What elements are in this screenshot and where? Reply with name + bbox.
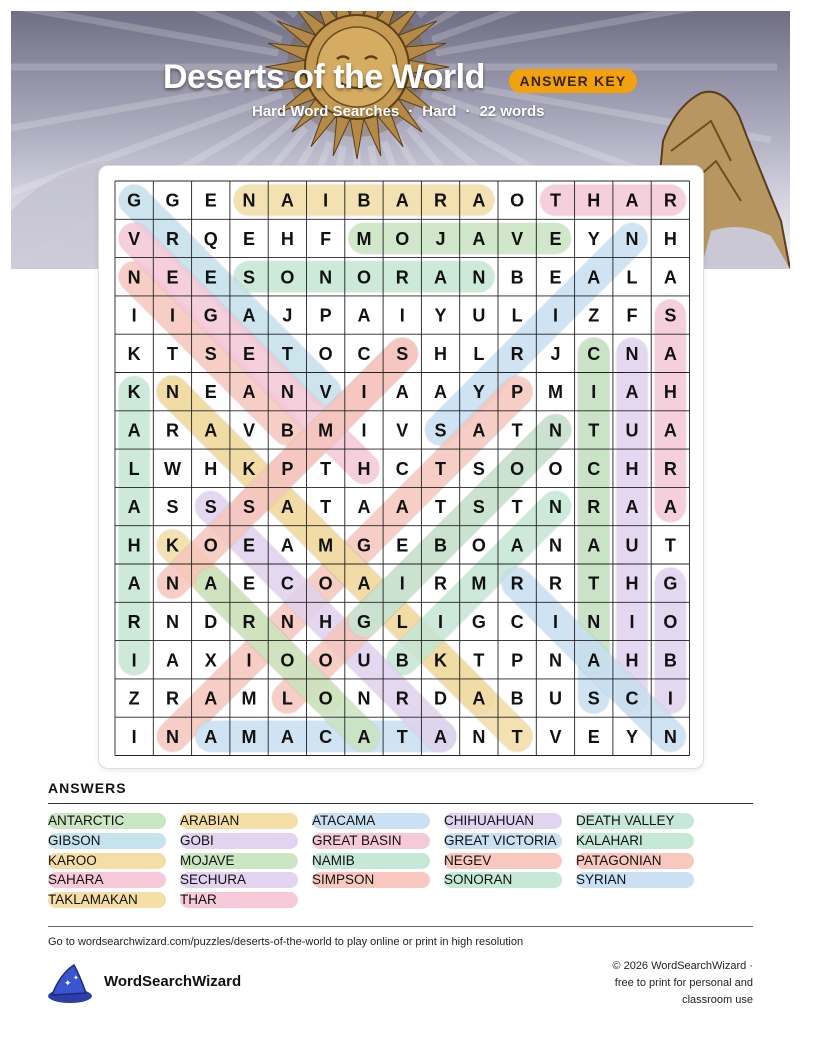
grid-letter[interactable]: Y xyxy=(587,228,600,249)
grid-letter[interactable]: R xyxy=(127,611,141,632)
grid-letter[interactable]: S xyxy=(204,497,217,518)
grid-letter[interactable]: N xyxy=(280,611,294,632)
grid-letter[interactable]: F xyxy=(320,228,332,249)
grid-letter[interactable]: A xyxy=(204,573,218,594)
grid-letter[interactable]: O xyxy=(395,228,410,249)
grid-letter[interactable]: A xyxy=(587,535,601,556)
grid-letter[interactable]: U xyxy=(472,305,486,326)
grid-letter[interactable]: A xyxy=(587,650,601,671)
grid-letter[interactable]: Y xyxy=(626,726,639,747)
grid-letter[interactable]: V xyxy=(511,228,524,249)
grid-letter[interactable]: K xyxy=(434,650,448,671)
grid-letter[interactable]: U xyxy=(625,535,639,556)
wizard-hat-icon xyxy=(46,962,96,1006)
grid-letter[interactable]: A xyxy=(242,305,256,326)
grid-letter[interactable]: A xyxy=(280,190,294,211)
grid-letter[interactable]: R xyxy=(663,458,677,479)
grid-letter[interactable]: S xyxy=(434,420,447,441)
grid-letter[interactable]: T xyxy=(396,726,408,747)
grid-letter[interactable]: H xyxy=(625,458,639,479)
grid-letter[interactable]: N xyxy=(472,726,486,747)
grid-letter[interactable]: O xyxy=(510,458,525,479)
grid-letter[interactable]: I xyxy=(438,611,444,632)
grid-letter[interactable]: R xyxy=(395,267,409,288)
grid-letter[interactable]: P xyxy=(281,458,294,479)
grid-letter[interactable]: D xyxy=(204,611,218,632)
grid-letter[interactable]: E xyxy=(243,343,256,364)
answer-word: GIBSON xyxy=(48,833,166,849)
grid-letter[interactable]: U xyxy=(625,420,639,441)
answer-word: NAMIB xyxy=(312,853,430,869)
grid-letter[interactable]: S xyxy=(472,458,485,479)
grid-letter[interactable]: A xyxy=(357,305,371,326)
grid-letter[interactable]: E xyxy=(204,190,217,211)
grid-letter[interactable]: A xyxy=(472,420,486,441)
answer-word: ATACAMA xyxy=(312,813,430,829)
grid-letter[interactable]: V xyxy=(319,382,332,403)
grid-letter[interactable]: B xyxy=(510,267,524,288)
grid-letter[interactable]: I xyxy=(591,382,597,403)
grid-letter[interactable]: N xyxy=(625,343,639,364)
grid-letter[interactable]: M xyxy=(241,726,257,747)
grid-letter[interactable]: T xyxy=(511,726,523,747)
grid-letter[interactable]: C xyxy=(510,611,524,632)
grid-letter[interactable]: I xyxy=(131,305,137,326)
grid-letter[interactable]: H xyxy=(625,650,639,671)
answer-word: SIMPSON xyxy=(312,872,430,888)
grid-letter[interactable]: E xyxy=(396,535,409,556)
grid-letter[interactable]: A xyxy=(472,228,486,249)
grid-letter[interactable]: T xyxy=(320,458,332,479)
grid-letter[interactable]: K xyxy=(127,343,141,364)
grid-letter[interactable]: T xyxy=(549,190,561,211)
grid-letter[interactable]: O xyxy=(510,190,525,211)
grid-letter[interactable]: I xyxy=(552,305,558,326)
grid-letter[interactable]: L xyxy=(626,267,638,288)
grid-letter[interactable]: W xyxy=(163,458,181,479)
grid-letter[interactable]: R xyxy=(165,228,179,249)
grid-letter[interactable]: K xyxy=(165,535,179,556)
grid-letter[interactable]: A xyxy=(625,382,639,403)
grid-letter[interactable]: R xyxy=(587,497,601,518)
grid-letter[interactable]: H xyxy=(319,611,333,632)
answer-word: MOJAVE xyxy=(180,853,298,869)
grid-letter[interactable]: U xyxy=(357,650,371,671)
grid-letter[interactable]: O xyxy=(280,267,295,288)
copyright-notice: © 2026 WordSearchWizard · free to print for personal and classroom use xyxy=(612,960,753,1006)
grid-letter[interactable]: L xyxy=(281,688,293,709)
answer-word: GREAT VICTORIA xyxy=(444,833,562,849)
grid-letter[interactable]: I xyxy=(667,688,673,709)
grid-letter[interactable]: H xyxy=(127,535,141,556)
grid-letter[interactable]: A xyxy=(280,497,294,518)
grid-letter[interactable]: R xyxy=(548,573,562,594)
grid-letter[interactable]: E xyxy=(243,228,256,249)
puzzle-meta: Hard Word Searches · Hard · 22 words xyxy=(252,103,545,120)
svg-text:✦: ✦ xyxy=(64,979,72,989)
grid-letter[interactable]: A xyxy=(587,267,601,288)
category-label: Hard Word Searches xyxy=(252,103,400,120)
grid-letter[interactable]: A xyxy=(510,535,524,556)
grid-letter[interactable]: G xyxy=(356,611,371,632)
grid-letter[interactable]: M xyxy=(241,688,257,709)
grid-letter[interactable]: I xyxy=(323,190,329,211)
grid-letter[interactable]: T xyxy=(588,573,600,594)
grid-letter[interactable]: I xyxy=(169,305,175,326)
grid-letter[interactable]: H xyxy=(587,190,601,211)
grid-letter[interactable]: P xyxy=(511,382,524,403)
answer-word: KAROO xyxy=(48,853,166,869)
grid-letter[interactable]: J xyxy=(282,305,293,326)
grid-letter[interactable]: A xyxy=(204,420,218,441)
grid-letter[interactable]: V xyxy=(243,420,256,441)
grid-letter[interactable]: R xyxy=(165,688,179,709)
grid-letter[interactable]: T xyxy=(281,343,293,364)
grid-letter[interactable]: X xyxy=(204,650,217,671)
grid-letter[interactable]: H xyxy=(663,382,677,403)
grid-letter[interactable]: R xyxy=(510,573,524,594)
grid-letter[interactable]: H xyxy=(625,573,639,594)
grid-letter[interactable]: G xyxy=(165,190,180,211)
grid-letter[interactable]: I xyxy=(131,650,137,671)
grid-letter[interactable]: S xyxy=(243,267,256,288)
answer-word: SONORAN xyxy=(444,872,562,888)
grid-letter[interactable]: N xyxy=(280,382,294,403)
grid-letter[interactable]: T xyxy=(588,420,600,441)
grid-letter[interactable]: E xyxy=(166,267,179,288)
brand-name: WordSearchWizard xyxy=(104,973,242,990)
grid-letter[interactable]: U xyxy=(548,688,562,709)
grid-letter[interactable]: A xyxy=(165,650,179,671)
answer-word: SYRIAN xyxy=(576,872,694,888)
grid-letter[interactable]: S xyxy=(396,343,409,364)
answer-word: ANTARCTIC xyxy=(48,813,166,829)
grid-letter[interactable]: C xyxy=(587,458,601,479)
difficulty-label: Hard xyxy=(422,103,457,120)
grid-letter[interactable]: O xyxy=(318,573,333,594)
grid-letter[interactable]: T xyxy=(511,497,523,518)
grid-letter[interactable]: G xyxy=(471,611,486,632)
grid-letter[interactable]: D xyxy=(434,688,448,709)
word-count-label: 22 words xyxy=(479,103,545,120)
grid-letter[interactable]: I xyxy=(399,305,405,326)
grid-letter[interactable]: T xyxy=(320,497,332,518)
grid-letter[interactable]: Z xyxy=(128,688,140,709)
grid-letter[interactable]: I xyxy=(361,420,367,441)
grid-letter[interactable]: T xyxy=(166,343,178,364)
grid-letter[interactable]: R xyxy=(165,420,179,441)
grid-letter[interactable]: O xyxy=(663,611,678,632)
grid-letter[interactable]: N xyxy=(357,688,371,709)
grid-letter[interactable]: N xyxy=(548,650,562,671)
grid-letter[interactable]: O xyxy=(280,650,295,671)
grid-letter[interactable]: A xyxy=(663,267,677,288)
answer-word: KALAHARI xyxy=(576,833,694,849)
grid-letter[interactable]: N xyxy=(548,535,562,556)
grid-letter[interactable]: S xyxy=(587,688,600,709)
grid-letter[interactable]: H xyxy=(434,343,448,364)
grid-letter[interactable]: E xyxy=(549,228,562,249)
grid-letter[interactable]: T xyxy=(511,420,523,441)
grid-letter[interactable]: A xyxy=(434,382,448,403)
grid-letter[interactable]: Y xyxy=(472,382,485,403)
answer-word: TAKLAMAKAN xyxy=(48,892,166,908)
answer-word: PATAGONIAN xyxy=(576,853,694,869)
grid-letter[interactable]: H xyxy=(280,228,294,249)
grid-letter[interactable]: N xyxy=(625,228,639,249)
grid-letter[interactable]: H xyxy=(357,458,371,479)
grid-letter[interactable]: N xyxy=(165,611,179,632)
grid-letter[interactable]: L xyxy=(473,343,485,364)
grid-letter[interactable]: L xyxy=(128,458,140,479)
grid-letter[interactable]: B xyxy=(357,190,371,211)
grid-letter[interactable]: R xyxy=(663,190,677,211)
grid-letter[interactable]: L xyxy=(396,611,408,632)
grid-letter[interactable]: A xyxy=(472,688,486,709)
grid-letter[interactable]: A xyxy=(625,190,639,211)
grid-letter[interactable]: A xyxy=(472,190,486,211)
grid-letter[interactable]: A xyxy=(357,573,371,594)
grid-letter[interactable]: C xyxy=(319,726,333,747)
grid-letter[interactable]: N xyxy=(472,267,486,288)
grid-letter[interactable]: N xyxy=(242,190,256,211)
grid-letter[interactable]: B xyxy=(434,535,448,556)
grid-letter[interactable]: C xyxy=(280,573,294,594)
grid-letter[interactable]: M xyxy=(318,535,334,556)
grid-letter[interactable]: V xyxy=(128,228,141,249)
answer-word: SAHARA xyxy=(48,872,166,888)
grid-letter[interactable]: R xyxy=(242,611,256,632)
grid-letter[interactable]: C xyxy=(357,343,371,364)
grid-letter[interactable]: O xyxy=(318,688,333,709)
grid-letter[interactable]: C xyxy=(625,688,639,709)
answer-word: DEATH VALLEY xyxy=(576,813,694,829)
grid-letter[interactable]: A xyxy=(127,573,141,594)
grid-letter[interactable]: R xyxy=(434,190,448,211)
grid-letter[interactable]: A xyxy=(395,382,409,403)
grid-letter[interactable]: I xyxy=(361,382,367,403)
grid-letter[interactable]: H xyxy=(204,458,218,479)
grid-letter[interactable]: N xyxy=(127,267,141,288)
grid-letter[interactable]: V xyxy=(549,726,562,747)
grid-letter[interactable]: J xyxy=(550,343,561,364)
grid-letter[interactable]: A xyxy=(280,535,294,556)
grid-letter[interactable]: A xyxy=(663,343,677,364)
grid-letter[interactable]: A xyxy=(127,497,141,518)
grid-letter[interactable]: A xyxy=(357,497,371,518)
brand-logo[interactable] xyxy=(46,962,266,1006)
grid-letter[interactable]: M xyxy=(318,420,334,441)
puzzle-grid-card xyxy=(98,165,704,769)
grid-letter[interactable]: T xyxy=(435,497,447,518)
grid-letter[interactable]: A xyxy=(357,726,371,747)
grid-letter[interactable]: O xyxy=(203,535,218,556)
grid-letter[interactable]: C xyxy=(395,458,409,479)
grid-letter[interactable]: T xyxy=(435,458,447,479)
grid-letter[interactable]: A xyxy=(280,726,294,747)
grid-letter[interactable]: C xyxy=(587,343,601,364)
grid-letter[interactable]: B xyxy=(280,420,294,441)
grid-letter[interactable]: N xyxy=(165,573,179,594)
word-search-grid[interactable] xyxy=(99,166,703,768)
grid-letter[interactable]: E xyxy=(204,267,217,288)
grid-letter[interactable]: Y xyxy=(434,305,447,326)
grid-letter[interactable]: O xyxy=(471,535,486,556)
answer-word: THAR xyxy=(180,892,298,908)
grid-letter[interactable]: I xyxy=(552,611,558,632)
answer-word: GREAT BASIN xyxy=(312,833,430,849)
grid-letter[interactable]: F xyxy=(626,305,638,326)
grid-letter[interactable]: O xyxy=(548,458,563,479)
grid-letter[interactable]: N xyxy=(548,497,562,518)
grid-letter[interactable]: E xyxy=(243,535,256,556)
grid-letter[interactable]: V xyxy=(396,420,409,441)
grid-letter[interactable]: A xyxy=(434,267,448,288)
grid-letter[interactable]: N xyxy=(663,726,677,747)
grid-letter[interactable]: A xyxy=(204,688,218,709)
grid-letter[interactable]: K xyxy=(242,458,256,479)
grid-letter[interactable]: R xyxy=(510,343,524,364)
answer-word: CHIHUAHUAN xyxy=(444,813,562,829)
grid-letter[interactable]: A xyxy=(395,497,409,518)
grid-letter[interactable]: S xyxy=(472,497,485,518)
answers-heading: ANSWERS xyxy=(48,780,127,796)
grid-letter[interactable]: P xyxy=(511,650,524,671)
svg-text:✦: ✦ xyxy=(73,974,79,982)
grid-letter[interactable]: B xyxy=(395,650,409,671)
grid-letter[interactable]: N xyxy=(319,267,333,288)
grid-letter[interactable]: I xyxy=(246,650,252,671)
grid-letter[interactable]: G xyxy=(356,535,371,556)
grid-letter[interactable]: B xyxy=(663,650,677,671)
grid-letter[interactable]: O xyxy=(318,650,333,671)
footer-url[interactable]: Go to wordsearchwizard.com/puzzles/deserts-of-the-world to play online or print in high resolution xyxy=(48,936,524,948)
grid-letter[interactable]: B xyxy=(510,688,524,709)
answer-word: SECHURA xyxy=(180,872,298,888)
grid-letter[interactable]: G xyxy=(127,190,142,211)
grid-letter[interactable]: N xyxy=(587,611,601,632)
answer-word: NEGEV xyxy=(444,853,562,869)
grid-letter[interactable]: O xyxy=(356,267,371,288)
grid-letter[interactable]: M xyxy=(471,573,487,594)
grid-letter[interactable]: S xyxy=(204,343,217,364)
grid-letter[interactable]: I xyxy=(399,573,405,594)
grid-letter[interactable]: N xyxy=(165,382,179,403)
grid-letter[interactable]: A xyxy=(663,420,677,441)
grid-letter[interactable]: A xyxy=(127,420,141,441)
answer-word: GOBI xyxy=(180,833,298,849)
grid-letter[interactable]: H xyxy=(663,228,677,249)
grid-letter[interactable]: O xyxy=(318,343,333,364)
grid-letter[interactable]: K xyxy=(127,382,141,403)
grid-letter[interactable]: S xyxy=(664,305,677,326)
grid-letter[interactable]: A xyxy=(395,190,409,211)
grid-letter[interactable]: A xyxy=(242,382,256,403)
grid-letter[interactable]: N xyxy=(548,420,562,441)
grid-letter[interactable]: Z xyxy=(588,305,600,326)
grid-letter[interactable]: M xyxy=(547,382,563,403)
answer-key-badge: ANSWER KEY xyxy=(509,69,637,93)
grid-letter[interactable]: E xyxy=(587,726,600,747)
grid-letter[interactable]: T xyxy=(473,650,485,671)
answers-divider xyxy=(48,803,753,804)
answer-word: ARABIAN xyxy=(180,813,298,829)
grid-letter[interactable]: G xyxy=(203,305,218,326)
grid-letter[interactable]: J xyxy=(435,228,446,249)
grid-letter[interactable]: A xyxy=(625,497,639,518)
grid-letter[interactable]: R xyxy=(395,688,409,709)
grid-letter[interactable]: A xyxy=(204,726,218,747)
grid-letter[interactable]: S xyxy=(243,497,256,518)
grid-letter[interactable]: M xyxy=(356,228,372,249)
grid-letter[interactable]: I xyxy=(629,611,635,632)
grid-letter[interactable]: G xyxy=(663,573,678,594)
grid-letter[interactable]: R xyxy=(434,573,448,594)
grid-letter[interactable]: S xyxy=(166,497,179,518)
grid-letter[interactable]: A xyxy=(663,497,677,518)
grid-letter[interactable]: A xyxy=(434,726,448,747)
footer-divider xyxy=(48,926,753,927)
grid-letter[interactable]: E xyxy=(204,382,217,403)
grid-letter[interactable]: E xyxy=(549,267,562,288)
grid-letter[interactable]: Q xyxy=(203,228,218,249)
grid-letter[interactable]: N xyxy=(165,726,179,747)
grid-letter[interactable]: T xyxy=(664,535,676,556)
grid-letter[interactable]: E xyxy=(243,573,256,594)
grid-letter[interactable]: I xyxy=(131,726,137,747)
grid-letter[interactable]: P xyxy=(319,305,332,326)
page-title: Deserts of the World xyxy=(163,58,485,96)
grid-letter[interactable]: L xyxy=(511,305,523,326)
